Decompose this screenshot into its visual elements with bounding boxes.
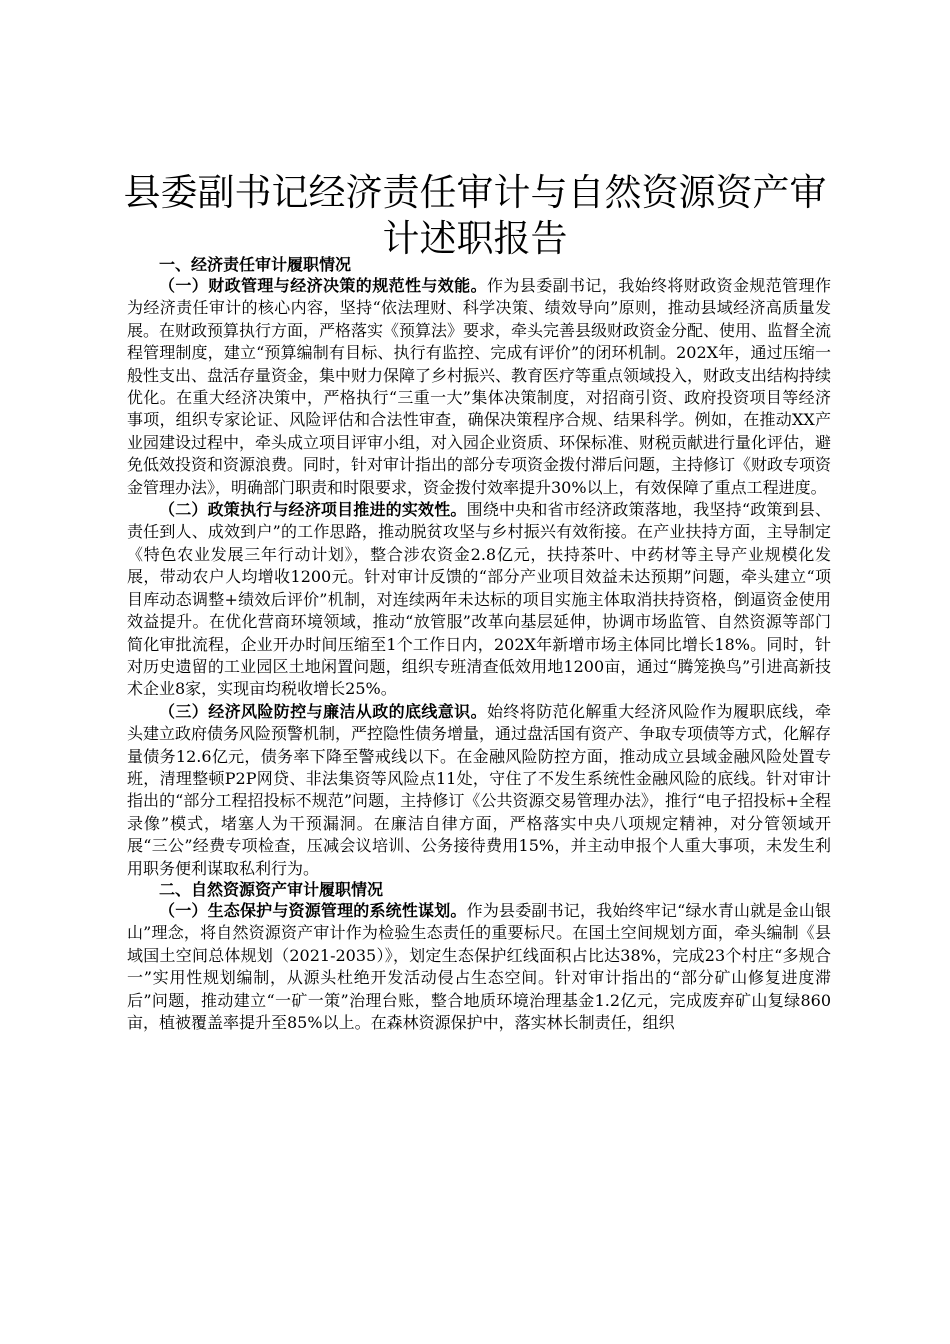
body-paragraph: [127, 275, 831, 499]
section-heading: 一、经济责任审计履职情况: [159, 255, 352, 274]
body-paragraph: [127, 900, 831, 1034]
paragraph-lead: （三）经济风险防控与廉洁从政的底线意识。: [159, 701, 487, 721]
body-paragraph: [127, 499, 831, 701]
paragraph-text: 作为县委副书记，我始终牢记“绿水青山就是金山银山”理念，将自然资源资产审计作为检验生态责任的重要标尺。在国土空间规划方面，牵头编制《县域国土空间总体规划（2021-2035）》，划定生态保护红线面积占比达38%，完成23个村庄“多规合一”实用性规划编制，从源头杜绝开发活动侵占生态空间。针对审计指出的“部分矿山修复进度滞后”问题，推动建立“一矿一策”治理台账，整合地质环境治理基金1.2亿元，完成废弃矿山复绿860亩，植被覆盖率提升至85%以上。在森林资源保护中，落实林长制责任，组织: [127, 900, 831, 1032]
section-heading: 二、自然资源资产审计履职情况: [159, 879, 384, 899]
paragraph-lead: （一）生态保护与资源管理的系统性谋划。: [159, 900, 467, 920]
paragraph-lead: （一）财政管理与经济决策的规范性与效能。: [159, 276, 487, 295]
body-paragraph: [127, 701, 831, 880]
paragraph-text: 围绕中央和省市经济政策落地，我坚持“政策到县、责任到人、成效到户”的工作思路，推动脱贫攻坚与乡村振兴有效衔接。在产业扶持方面，主导制定《特色农业发展三年行动计划》，整合涉农资金2.8亿元，扶持茶叶、中药材等主导产业规模化发展，带动农户人均增收1200元。针对审计反馈的“部分产业项目效益未达预期”问题，牵头建立“项目库动态调整+绩效后评价”机制，对连续两年未达标的项目实施主体取消扶持资格，倒逼资金使用效益提升。在优化营商环境领域，推动“放管服”改革向基层延伸，协调市场监管、自然资源等部门简化审批流程，企业开办时间压缩至1个工作日内，202X年新增市场主体同比增长18%。同时，针对历史遗留的工业园区土地闲置问题，组织专班清查低效用地1200亩，通过“腾笼换鸟”引进高新技术企业8家，实现亩均税收增长25%。: [127, 500, 831, 699]
paragraph-text: 作为县委副书记，我始终将财政资金规范管理作为经济责任审计的核心内容，坚持“依法理财、科学决策、绩效导向”原则，推动县域经济高质量发展。在财政预算执行方面，严格落实《预算法》要求，牵头完善县级财政资金分配、使用、监督全流程管理制度，建立“预算编制有目标、执行有监控、完成有评价”的闭环机制。202X年，通过压缩一般性支出、盘活存量资金，集中财力保障了乡村振兴、教育医疗等重点领域投入，财政支出结构持续优化。在重大经济决策中，严格执行“三重一大”集体决策制度，对招商引资、政府投资项目等经济事项，组织专家论证、风险评估和合法性审查，确保决策程序合规、结果科学。例如，在推动XX产业园建设过程中，牵头成立项目评审小组，对入园企业资质、环保标准、财税贡献进行量化评估，避免低效投资和资源浪费。同时，针对审计指出的部分专项资金拨付滞后问题，主持修订《财政专项资金管理办法》，明确部门职责和时限要求，资金拨付效率提升30%以上，有效保障了重点工程进度。: [127, 276, 832, 497]
paragraph-text: 始终将防范化解重大经济风险作为履职底线，牵头建立政府债务风险预警机制，严控隐性债务增量，通过盘活国有资产、争取专项债等方式，化解存量债务12.6亿元，债务率下降至警戒线以下。在金融风险防控方面，推动成立县域金融风险处置专班，清理整顿P2P网贷、非法集资等风险点11处，守住了不发生系统性金融风险的底线。针对审计指出的“部分工程招投标不规范”问题，主持修订《公共资源交易管理办法》，推行“电子招投标+全程录像”模式，堵塞人为干预漏洞。在廉洁自律方面，严格落实中央八项规定精神，对分管领域开展“三公”经费专项检查，压减会议培训、公务接待费用15%，并主动申报个人重大事项，未发生利用职务便利谋取私利行为。: [127, 701, 832, 878]
document-title: 县委副书记经济责任审计与自然资源资产审计述职报告: [123, 171, 827, 260]
document-body: [127, 255, 831, 1034]
paragraph-lead: （二）政策执行与经济项目推进的实效性。: [159, 500, 467, 520]
